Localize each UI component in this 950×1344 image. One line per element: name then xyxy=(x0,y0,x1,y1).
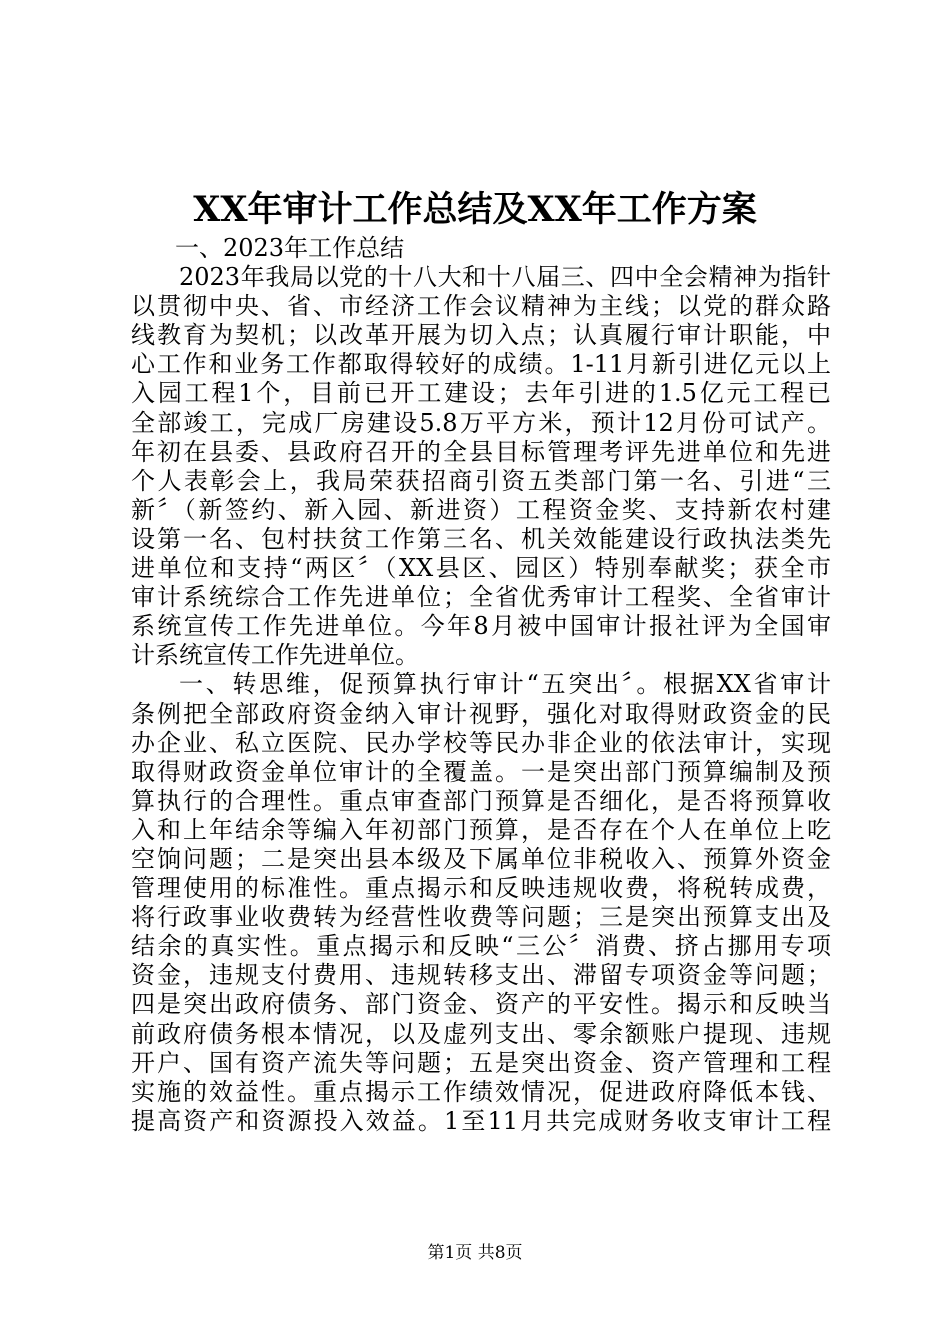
document-body xyxy=(131,234,831,1136)
paragraph-line: 管理使用的标准性。重点揭示和反映违规收费，将税转成费， xyxy=(131,874,831,903)
paragraph-line: 条例把全部政府资金纳入审计视野，强化对取得财政资金的民 xyxy=(131,699,831,728)
paragraph-line: 一、转思维，促预算执行审计“五突出〞。根据XX省审计 xyxy=(179,670,831,699)
document-title: XX年审计工作总结及XX年工作方案 xyxy=(193,189,757,230)
paragraph-line: 个人表彰会上，我局荣获招商引资五类部门第一名、引进“三 xyxy=(131,466,831,495)
paragraph-line: 线教育为契机；以改革开展为切入点；认真履行审计职能，中 xyxy=(131,321,831,350)
paragraph-line: 开户、国有资产流失等问题；五是突出资金、资产管理和工程 xyxy=(131,1048,831,1077)
paragraph-line: 空饷问题；二是突出县本级及下属单位非税收入、预算外资金 xyxy=(131,844,831,873)
paragraph-line: 算执行的合理性。重点审查部门预算是否细化，是否将预算收 xyxy=(131,786,831,815)
paragraph-line: 四是突出政府债务、部门资金、资产的平安性。揭示和反映当 xyxy=(131,990,831,1019)
paragraph-line: 心工作和业务工作都取得较好的成绩。1-11月新引进亿元以上 xyxy=(131,350,831,379)
paragraph-line: 设第一名、包村扶贫工作第三名、机关效能建设行政执法类先 xyxy=(131,524,831,553)
paragraph-line: 资金，违规支付费用、违规转移支出、滞留专项资金等问题； xyxy=(131,961,831,990)
paragraph-line: 结余的真实性。重点揭示和反映“三公〞消费、挤占挪用专项 xyxy=(131,932,831,961)
paragraph-line: 2023年我局以党的十八大和十八届三、四中全会精神为指针 xyxy=(179,263,831,292)
paragraph-line: 系统宣传工作先进单位。今年8月被中国审计报社评为全国审 xyxy=(131,612,831,641)
paragraph-line: 取得财政资金单位审计的全覆盖。一是突出部门预算编制及预 xyxy=(131,757,831,786)
paragraph-line: 全部竣工，完成厂房建设5.8万平方米，预计12月份可试产。 xyxy=(131,408,831,437)
paragraph-line: 实施的效益性。重点揭示工作绩效情况，促进政府降低本钱、 xyxy=(131,1077,831,1106)
section-heading: 一、2023年工作总结 xyxy=(175,234,405,262)
paragraph-line: 进单位和支持“两区〞（XX县区、园区）特别奉献奖；获全市 xyxy=(131,554,831,583)
paragraph-line: 办企业、私立医院、民办学校等民办非企业的依法审计，实现 xyxy=(131,728,831,757)
paragraph-line: 计系统宣传工作先进单位。 xyxy=(131,641,419,670)
paragraph-line: 入园工程1个，目前已开工建设；去年引进的1.5亿元工程已 xyxy=(131,379,831,408)
paragraph-line: 提高资产和资源投入效益。1至11月共完成财务收支审计工程 xyxy=(131,1106,831,1135)
paragraph-line: 将行政事业收费转为经营性收费等问题；三是突出预算支出及 xyxy=(131,903,831,932)
paragraph-line: 年初在县委、县政府召开的全县目标管理考评先进单位和先进 xyxy=(131,437,831,466)
paragraph-line: 新〞（新签约、新入园、新进资）工程资金奖、支持新农村建 xyxy=(131,495,831,524)
paragraph-line: 以贯彻中央、省、市经济工作会议精神为主线；以党的群众路 xyxy=(131,292,831,321)
paragraph-line: 前政府债务根本情况，以及虚列支出、零余额账户提现、违规 xyxy=(131,1019,831,1048)
paragraph-line: 审计系统综合工作先进单位；全省优秀审计工程奖、全省审计 xyxy=(131,583,831,612)
paragraph-line: 入和上年结余等编入年初部门预算，是否存在个人在单位上吃 xyxy=(131,815,831,844)
page-number-footer: 第1页 共8页 xyxy=(427,1243,523,1263)
